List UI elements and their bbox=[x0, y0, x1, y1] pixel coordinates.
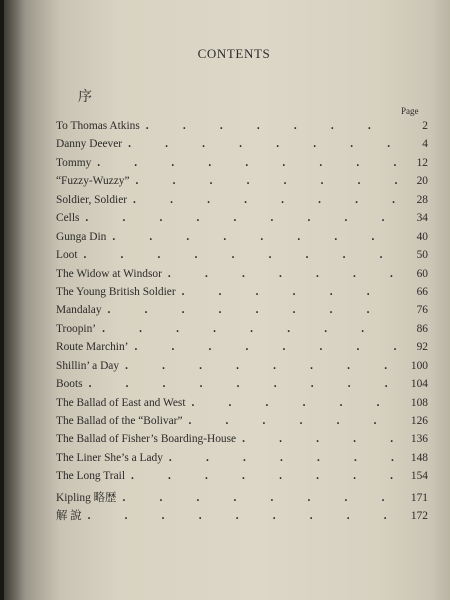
dot-leader bbox=[242, 433, 398, 445]
page-column-header: Page bbox=[401, 106, 419, 116]
dot-leader bbox=[97, 157, 398, 169]
entry-title: The Ballad of Fisher’s Boarding-House bbox=[56, 433, 237, 446]
entry-title: Cells bbox=[56, 212, 80, 225]
entry-page: 136 bbox=[410, 433, 428, 446]
list-item bbox=[56, 452, 428, 470]
entry-title: Shillin’ a Day bbox=[56, 359, 120, 372]
entry-page: 126 bbox=[410, 415, 428, 427]
entry-page: 100 bbox=[410, 359, 428, 372]
entry-title: The Ballad of East and West bbox=[56, 396, 186, 409]
list-item bbox=[56, 194, 428, 212]
dot-leader bbox=[89, 378, 398, 390]
entry-page: 171 bbox=[410, 491, 428, 504]
entry-page: 60 bbox=[416, 267, 428, 280]
entry-title: “Fuzzy-Wuzzy” bbox=[56, 175, 130, 188]
list-item bbox=[56, 360, 428, 378]
entry-title: Boots bbox=[56, 378, 83, 391]
dot-leader bbox=[112, 231, 398, 243]
list-item bbox=[56, 138, 428, 156]
entry-title: 解 說 bbox=[56, 510, 82, 523]
entry-title: Danny Deever bbox=[56, 138, 123, 151]
dot-leader bbox=[108, 304, 398, 316]
contents-list bbox=[56, 120, 428, 526]
dot-leader bbox=[128, 138, 398, 150]
dot-leader bbox=[84, 249, 398, 261]
entry-title: The Young British Soldier bbox=[56, 285, 176, 298]
entry-page: 86 bbox=[416, 322, 428, 335]
list-item bbox=[56, 397, 428, 415]
page-title: CONTENTS bbox=[197, 46, 271, 61]
list-item bbox=[56, 231, 428, 249]
entry-title: Gunga Din bbox=[56, 230, 107, 243]
entry-page: 2 bbox=[422, 120, 428, 132]
list-item bbox=[56, 378, 428, 396]
list-item bbox=[56, 249, 428, 267]
entry-title: Troopin’ bbox=[56, 322, 97, 335]
contents-page bbox=[18, 0, 450, 600]
entry-title: Kipling 略歴 bbox=[56, 491, 117, 504]
list-item bbox=[56, 120, 428, 138]
entry-title: Soldier, Soldier bbox=[56, 193, 128, 206]
entry-title: Route Marchin’ bbox=[56, 341, 129, 354]
dot-leader bbox=[122, 492, 398, 504]
entry-page: 148 bbox=[410, 451, 428, 464]
dot-leader bbox=[189, 415, 398, 427]
dot-leader bbox=[85, 212, 398, 224]
list-item bbox=[56, 489, 428, 507]
entry-title: The Liner She’s a Lady bbox=[56, 451, 163, 464]
preface-label: 序 bbox=[78, 89, 92, 105]
list-item bbox=[56, 212, 428, 230]
list-item bbox=[56, 507, 428, 525]
dot-leader bbox=[192, 397, 398, 409]
entry-title: The Widow at Windsor bbox=[56, 267, 162, 280]
entry-page: 12 bbox=[416, 156, 428, 169]
entry-page: 50 bbox=[416, 249, 428, 262]
dot-leader bbox=[168, 268, 398, 280]
list-item bbox=[56, 341, 428, 359]
entry-page: 40 bbox=[416, 230, 428, 243]
entry-page: 104 bbox=[410, 378, 428, 391]
list-item bbox=[56, 415, 428, 433]
dot-leader bbox=[133, 194, 398, 206]
entry-page: 66 bbox=[416, 285, 428, 298]
entry-title: Mandalay bbox=[56, 304, 102, 317]
dot-leader bbox=[125, 360, 398, 372]
entry-page: 28 bbox=[416, 193, 428, 206]
dot-leader bbox=[136, 175, 398, 187]
list-item bbox=[56, 157, 428, 175]
dot-leader bbox=[88, 510, 398, 522]
list-item bbox=[56, 286, 428, 304]
list-item bbox=[56, 470, 428, 488]
entry-title: To Thomas Atkins bbox=[56, 120, 140, 132]
list-item bbox=[56, 175, 428, 193]
dot-leader bbox=[102, 323, 398, 335]
dot-leader bbox=[182, 286, 398, 298]
dot-leader bbox=[146, 120, 398, 132]
list-item bbox=[56, 433, 428, 451]
entry-title: Loot bbox=[56, 249, 78, 262]
list-item bbox=[56, 304, 428, 322]
entry-page: 172 bbox=[410, 510, 428, 523]
entry-page: 154 bbox=[410, 470, 428, 483]
entry-title: The Ballad of the “Bolivar” bbox=[56, 415, 183, 427]
dot-leader bbox=[131, 470, 398, 482]
entry-page: 76 bbox=[416, 304, 428, 317]
entry-page: 34 bbox=[416, 212, 428, 225]
list-item bbox=[56, 323, 428, 341]
list-item bbox=[56, 268, 428, 286]
entry-page: 20 bbox=[416, 175, 428, 188]
entry-title: Tommy bbox=[56, 156, 92, 169]
entry-page: 92 bbox=[416, 341, 428, 354]
entry-page: 108 bbox=[410, 396, 428, 409]
dot-leader bbox=[134, 341, 398, 353]
dot-leader bbox=[169, 452, 398, 464]
entry-page: 4 bbox=[422, 138, 428, 151]
entry-title: The Long Trail bbox=[56, 470, 125, 483]
